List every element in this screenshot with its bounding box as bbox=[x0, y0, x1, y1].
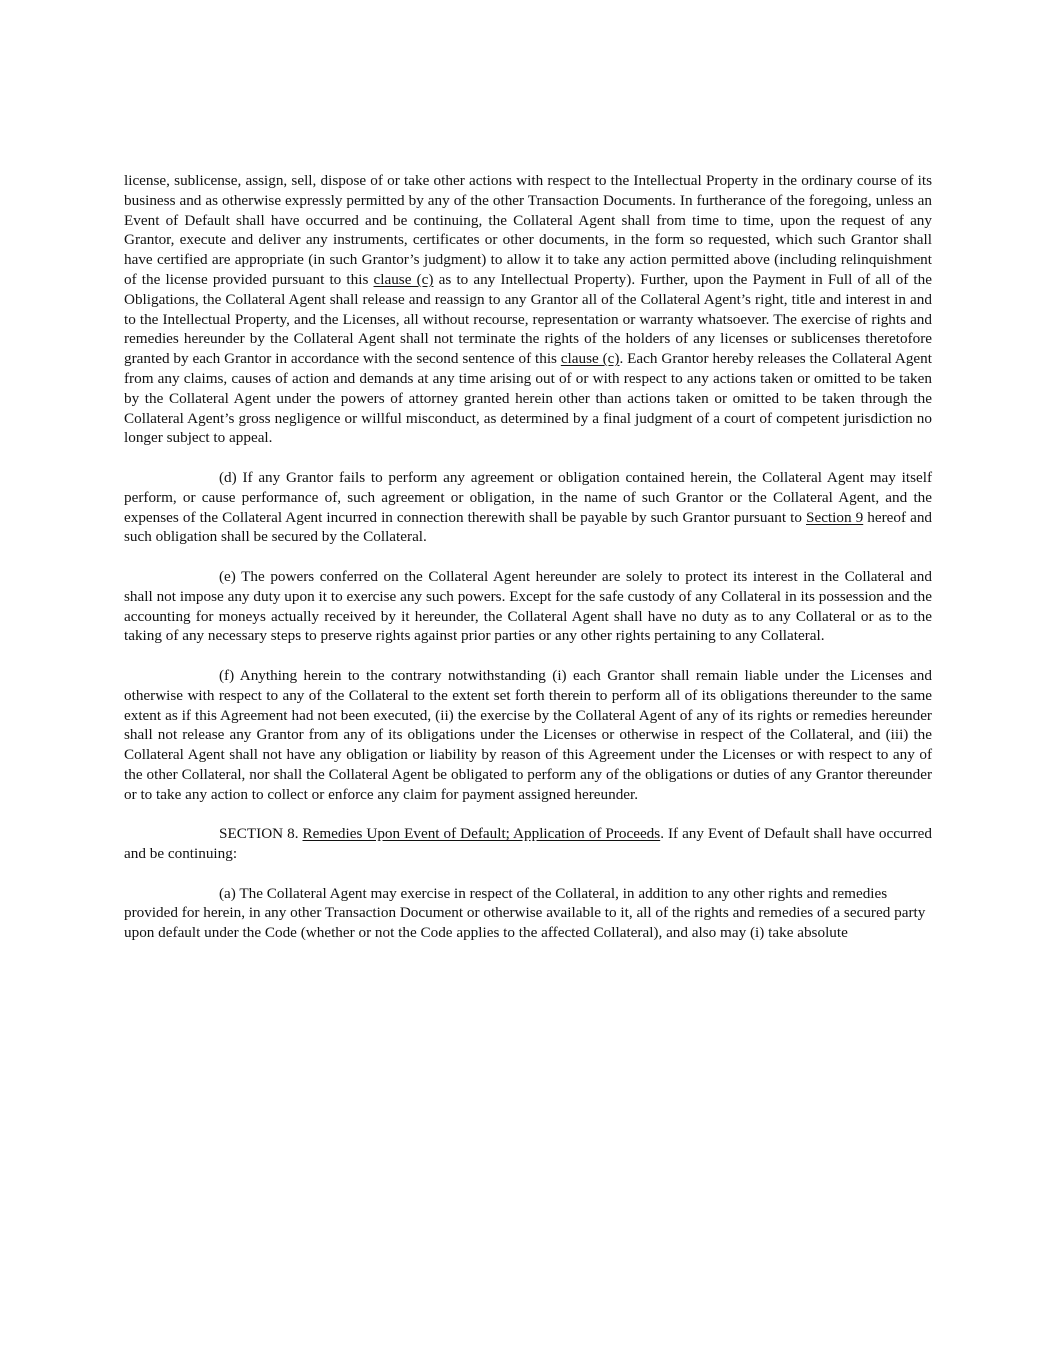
clause-c-reference: clause (c) bbox=[560, 350, 620, 368]
text-segment: license, sublicense, assign, sell, dispose of or take other actions with respect to the Intellectual Property in the ordinary course of its business and as otherwise expressly permitted by any of the other Transaction Documents. In furtherance of the foregoing, unless an Event of Default shall have occurred and be continuing, the Collateral Agent shall from time to time, upon the request of any Grantor, execute and deliver any instruments, certificates or other documents, in the form so requested, which such Grantor shall have certified are appropriate (in such Grantor’s judgment) to allow it to take any action permitted above (including relinquishment of the license provided pursuant to this bbox=[124, 172, 932, 288]
paragraph-d bbox=[124, 468, 932, 547]
paragraph-e: (e) The powers conferred on the Collateral Agent hereunder are solely to protect its interest in the Collateral and shall not impose any duty upon it to exercise any such powers. Except for the safe custody of any Collateral in its possession and the accounting for moneys actually received by it hereunder, the Collateral Agent shall have no duty as to any Collateral or as to the taking of any necessary steps to preserve rights against prior parties or any other rights pertaining to any Collateral. bbox=[124, 567, 932, 645]
paragraph-f: (f) Anything herein to the contrary notwithstanding (i) each Grantor shall remain liable under the Licenses and otherwise with respect to any of the Collateral to the extent set forth therein to perform all of its obligations thereunder to the same extent as if this Agreement had not been executed, (ii) the exercise by the Collateral Agent of any of its rights or remedies hereunder shall not release any Grantor from any of its obligations under the Licenses or otherwise in respect of the Collateral, and (iii) the Collateral Agent shall not have any obligation or liability by reason of this Agreement under the Licenses or with respect to any of the other Collateral, nor shall the Collateral Agent be obligated to perform any of the obligations or duties of any Grantor thereunder or to take any action to collect or enforce any claim for payment assigned hereunder. bbox=[124, 666, 932, 803]
paragraph-license-continuation bbox=[124, 171, 932, 448]
paragraph-a: (a) The Collateral Agent may exercise in respect of the Collateral, in addition to any other rights and remedies provided for herein, in any other Transaction Document or otherwise available to it, all of the rights and remedies of a secured party upon default under the Code (whether or not the Code applies to the affected Collateral), and also may (i) take absolute bbox=[124, 884, 926, 942]
text-segment: (d) If any Grantor fails to perform any agreement or obligation contained herein, the Collateral Agent may itself perform, or cause performance of, such agreement or obligation, in the name of such Grantor or the Collateral Agent, and the expenses of the Collateral Agent incurred in connection therewith shall be payable by such Grantor pursuant to bbox=[124, 468, 932, 526]
text-segment: . Each Grantor hereby releases the Collateral Agent from any claims, causes of action and demands at any time arising out of or with respect to any actions taken or omitted to be taken by the Collateral Agent under the powers of attorney granted herein other than actions taken or omitted to be taken through the Collateral Agent’s gross negligence or willful misconduct, as determined by a final judgment of a court of competent jurisdiction no longer subject to appeal. bbox=[124, 350, 932, 447]
document-page bbox=[124, 171, 932, 963]
text-segment: . If any Event of Default shall have occurred and be continuing: bbox=[124, 825, 932, 863]
text-segment: as to any Intellectual Property). Further, upon the Payment in Full of all of the Obligations, the Collateral Agent shall release and reassign to any Grantor all of the Collateral Agent’s right, title and interest in and to the Intellectual Property, and the Licenses, all without recourse, representation or warranty whatsoever. The exercise of rights and remedies hereunder by the Collateral Agent shall not terminate the rights of the holders of any licenses or sublicenses theretofore granted by each Grantor in accordance with the second sentence of this bbox=[124, 270, 932, 368]
clause-c-reference: clause (c) bbox=[373, 270, 434, 288]
section-9-reference: Section 9 bbox=[806, 508, 864, 526]
section-title: Remedies Upon Event of Default; Application of Proceeds bbox=[302, 825, 661, 843]
section-8-heading bbox=[124, 824, 932, 864]
text-segment: hereof and such obligation shall be secured by the Collateral. bbox=[124, 508, 933, 546]
section-label: SECTION 8. bbox=[219, 825, 303, 843]
